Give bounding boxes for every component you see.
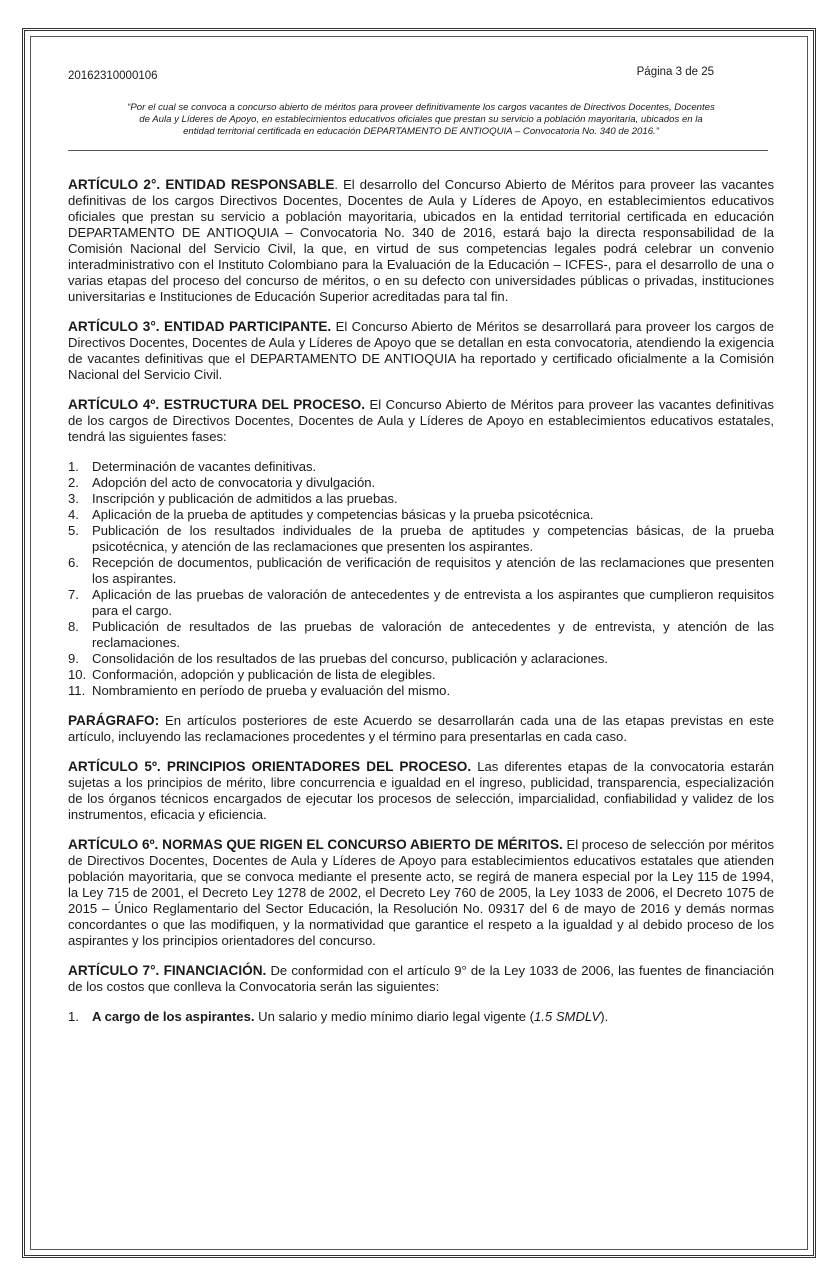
list-item-number: 5.: [68, 523, 79, 538]
phase-list: [68, 459, 774, 699]
article-title: ARTÍCULO 7°. FINANCIACIÓN.: [68, 963, 267, 978]
article-text: Las diferentes etapas de la convocatoria estarán sujetas a los principios de mérito, libre concurrencia e igualdad en el ingreso, publicidad, transparencia, especialización de los órganos técnicos encargados de ejecutar los procesos de selección, imparcialidad, confiabilidad y validez de los instrumentos, eficacia y eficiencia.: [68, 759, 775, 822]
article-4: [68, 397, 774, 445]
document-body: [68, 177, 774, 1025]
list-item-text: Aplicación de la prueba de aptitudes y competencias básicas y la prueba psicotécnica.: [92, 507, 594, 522]
list-item-number: 11.: [68, 683, 86, 698]
list-item: [68, 619, 774, 651]
list-item-text: Un salario y medio mínimo diario legal vigente (: [254, 1009, 534, 1024]
list-item: [68, 459, 774, 475]
list-item-number: 1.: [68, 459, 79, 474]
list-item-number: 9.: [68, 651, 79, 666]
document-number: 20162310000106: [68, 70, 158, 82]
list-item: [68, 523, 774, 555]
list-item-number: 4.: [68, 507, 79, 522]
list-item-number: 10.: [68, 667, 87, 682]
header-divider: [68, 150, 768, 151]
list-item-number: 3.: [68, 491, 79, 506]
paragrafo: [68, 713, 774, 745]
list-item-text: Publicación de resultados de las pruebas de valoración de antecedentes y de entrevista, y atención de las reclamaciones.: [92, 619, 774, 650]
list-item-text: Determinación de vacantes definitivas.: [92, 459, 317, 474]
article-5: [68, 759, 774, 823]
list-item-text: Adopción del acto de convocatoria y divulgación.: [92, 475, 376, 490]
list-item-bold: A cargo de los aspirantes.: [92, 1009, 255, 1024]
paragrafo-text: En artículos posteriores de este Acuerdo se desarrollarán cada una de las etapas previstas en este artículo, incluyendo las reclamaciones procedentes y el término para presentarlas en cada caso.: [68, 713, 774, 744]
list-item-number: 8.: [68, 619, 79, 634]
article-text: . El desarrollo del Concurso Abierto de Méritos para proveer las vacantes definitivas de los cargos Directivos Docentes, Docentes de Aula y Líderes de Apoyo, en establecimientos educativos oficiales que prestan su servicio a población mayoritaria, ubicados en la entidad territorial certificada en educación DEPARTAMENTO DE ANTIOQUIA – Convocatoria No. 340 de 2016, estará bajo la directa responsabilidad de la Comisión Nacional del Servicio Civil, la que, en virtud de sus competencias legales podrá celebrar un convenio interadministrativo con el Instituto Colombiano para la Evaluación de la Educación – ICFES-, para el desarrollo de una o varias etapas del proceso del concurso de méritos, o en su defecto con universidades públicas o privadas, instituciones universitarias e Instituciones de Educación Superior acreditadas para tal fin.: [68, 177, 774, 304]
article-text: El Concurso Abierto de Méritos se desarrollará para proveer los cargos de Directivos Docentes, Docentes de Aula y Líderes de Apoyo que se detallan en esta convocatoria, atendiendo la exigencia de vacantes definitivas que el DEPARTAMENTO DE ANTIOQUIA ha reportado y certificado oficialmente a la Comisión Nacional del Servicio Civil.: [68, 319, 775, 382]
list-item: [68, 683, 774, 699]
list-item-text: Conformación, adopción y publicación de lista de elegibles.: [92, 667, 436, 682]
article-3: [68, 319, 774, 383]
article-text: El Concurso Abierto de Méritos para proveer las vacantes definitivas de los cargos de Directivos Docentes, Docentes de Aula y Líderes de Apoyo en establecimientos educativos estatales, tendrá las siguientes fases:: [68, 397, 774, 444]
list-item: [68, 587, 774, 619]
paragrafo-title: PARÁGRAFO:: [68, 713, 160, 728]
article-title: ARTÍCULO 5º. PRINCIPIOS ORIENTADORES DEL PROCESO.: [68, 759, 472, 774]
list-item-text-end: ).: [600, 1009, 609, 1024]
list-item: [68, 667, 774, 683]
list-item: [68, 491, 774, 507]
document-subtitle: [68, 102, 774, 138]
list-item: [68, 555, 774, 587]
article-title: ARTÍCULO 2°. ENTIDAD RESPONSABLE: [68, 177, 335, 192]
list-item-number: 2.: [68, 475, 79, 490]
article-6: [68, 837, 774, 949]
article-title: ARTÍCULO 6º. NORMAS QUE RIGEN EL CONCURSO ABIERTO DE MÉRITOS.: [68, 837, 563, 852]
article-title: ARTÍCULO 3°. ENTIDAD PARTICIPANTE.: [68, 319, 332, 334]
article-text: De conformidad con el artículo 9° de la Ley 1033 de 2006, las fuentes de financiación de los costos que conlleva la Convocatoria serán las siguientes:: [68, 963, 774, 994]
subtitle-line: entidad territorial certificada en educación DEPARTAMENTO DE ANTIOQUIA – Convocatoria No. 340 de 2016.”: [183, 126, 659, 137]
article-title: ARTÍCULO 4º. ESTRUCTURA DEL PROCESO.: [68, 397, 365, 412]
list-item-text: Nombramiento en período de prueba y evaluación del mismo.: [92, 683, 451, 698]
financing-list: [68, 1009, 774, 1025]
article-7: [68, 963, 774, 995]
list-item: [68, 651, 774, 667]
list-item-number: 6.: [68, 555, 79, 570]
page-content: [68, 64, 774, 1039]
list-item-text: Consolidación de los resultados de las pruebas del concurso, publicación y aclaraciones.: [92, 651, 609, 666]
list-item-text: Aplicación de las pruebas de valoración de antecedentes y de entrevista a los aspirantes que cumplieron requisitos para el cargo.: [92, 587, 774, 618]
list-item-text: Inscripción y publicación de admitidos a las pruebas.: [92, 491, 398, 506]
list-item-number: 7.: [68, 587, 79, 602]
list-item: [68, 507, 774, 523]
list-item-number: 1.: [68, 1009, 79, 1024]
list-item-emphasis: 1.5 SMDLV: [533, 1009, 601, 1024]
article-2: [68, 177, 774, 305]
list-item: [68, 1009, 774, 1025]
page-header: [68, 64, 774, 86]
list-item: [68, 475, 774, 491]
list-item-text: Recepción de documentos, publicación de verificación de requisitos y atención de las reclamaciones que presenten los aspirantes.: [92, 555, 774, 586]
subtitle-line: de Aula y Líderes de Apoyo, en establecimientos educativos oficiales que prestan su servicio a población mayoritaria, ubicados en la: [139, 114, 703, 125]
list-item-text: Publicación de los resultados individuales de la prueba de aptitudes y competencias básicas, de la prueba psicotécnica, y atención de las reclamaciones que presenten los aspirantes.: [92, 523, 774, 554]
subtitle-line: “Por el cual se convoca a concurso abierto de méritos para proveer definitivamente los cargos vacantes de Directivos Docentes, Docentes: [127, 102, 715, 113]
page-number: Página 3 de 25: [636, 66, 714, 78]
article-text: El proceso de selección por méritos de Directivos Docentes, Docentes de Aula y Líderes de Apoyo para establecimientos educativos estatales que atienden población mayoritaria, que se convoca mediante el presente acto, se regirá de manera especial por la Ley 115 de 1994, la Ley 715 de 2001, el Decreto Ley 1278 de 2002, el Decreto Ley 760 de 2005, la Ley 1033 de 2006, el Decreto 1075 de 2015 – Único Reglamentario del Sector Educación, la Resolución No. 09317 del 6 de mayo de 2016 y demás normas concordantes o que las modifiquen, y la normatividad que garantice el respeto a la igualdad y al debido proceso de los aspirantes y los principios orientadores del concurso.: [68, 837, 774, 948]
